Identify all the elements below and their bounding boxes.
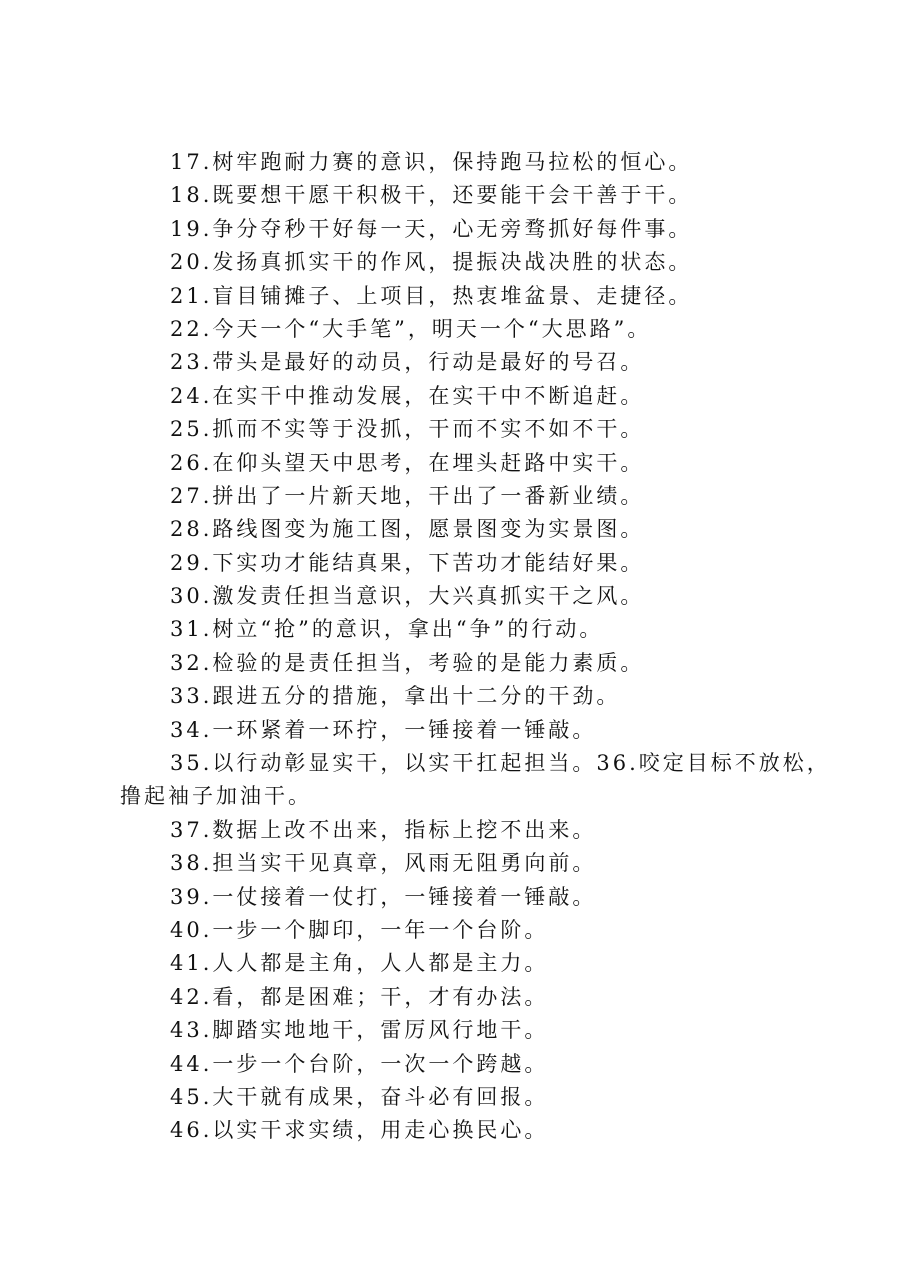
list-item: 24.在实干中推动发展，在实干中不断追赶。 [170, 383, 645, 408]
list-item: 39.一仗接着一仗打，一锤接着一锤敲。 [170, 884, 597, 909]
list-item: 21.盲目铺摊子、上项目，热衷堆盆景、走捷径。 [170, 283, 693, 308]
list-item: 22.今天一个“大手笔”，明天一个“大思路”。 [170, 316, 652, 341]
list-item: 34.一环紧着一环拧，一锤接着一锤敲。 [170, 717, 597, 742]
slogan-list [120, 146, 831, 1148]
list-item: 19.争分夺秒干好每一天，心无旁骛抓好每件事。 [170, 216, 693, 241]
list-item: 45.大干就有成果，奋斗必有回报。 [170, 1084, 549, 1109]
list-item: 46.以实干求实绩，用走心换民心。 [170, 1118, 549, 1143]
list-item: 23.带头是最好的动员，行动是最好的号召。 [170, 350, 645, 375]
list-item: 17.树牢跑耐力赛的意识，保持跑马拉松的恒心。 [170, 150, 693, 174]
list-item: 18.既要想干愿干积极干，还要能干会干善于干。 [170, 183, 693, 208]
list-item: 28.路线图变为施工图，愿景图变为实景图。 [170, 517, 645, 542]
list-item-wrapped-first: 35.以行动彰显实干，以实干扛起担当。36.咬定目标不放松， [170, 751, 831, 776]
list-item: 43.脚踏实地地干，雷厉风行地干。 [170, 1018, 549, 1043]
list-item: 29.下实功才能结真果，下苦功才能结好果。 [170, 550, 645, 575]
list-item: 40.一步一个脚印，一年一个台阶。 [170, 917, 549, 942]
list-item: 26.在仰头望天中思考，在埋头赶路中实干。 [170, 450, 645, 475]
list-item: 20.发扬真抓实干的作风，提振决战决胜的状态。 [170, 250, 693, 275]
list-item: 41.人人都是主角，人人都是主力。 [170, 951, 549, 976]
list-item-wrapped-second: 撸起袖子加油干。 [120, 784, 312, 809]
list-item: 27.拼出了一片新天地，干出了一番新业绩。 [170, 483, 645, 508]
list-item: 32.检验的是责任担当，考验的是能力素质。 [170, 650, 645, 675]
list-item: 30.激发责任担当意识，大兴真抓实干之风。 [170, 584, 645, 609]
list-item: 42.看，都是困难；干，才有办法。 [170, 984, 549, 1009]
list-item: 37.数据上改不出来，指标上挖不出来。 [170, 817, 597, 842]
list-item: 25.抓而不实等于没抓，干而不实不如不干。 [170, 417, 645, 442]
list-item: 33.跟进五分的措施，拿出十二分的干劲。 [170, 684, 621, 709]
list-item: 31.树立“抢”的意识，拿出“争”的行动。 [170, 617, 604, 642]
list-item: 38.担当实干见真章，风雨无阻勇向前。 [170, 851, 597, 876]
list-item: 44.一步一个台阶，一次一个跨越。 [170, 1051, 549, 1076]
